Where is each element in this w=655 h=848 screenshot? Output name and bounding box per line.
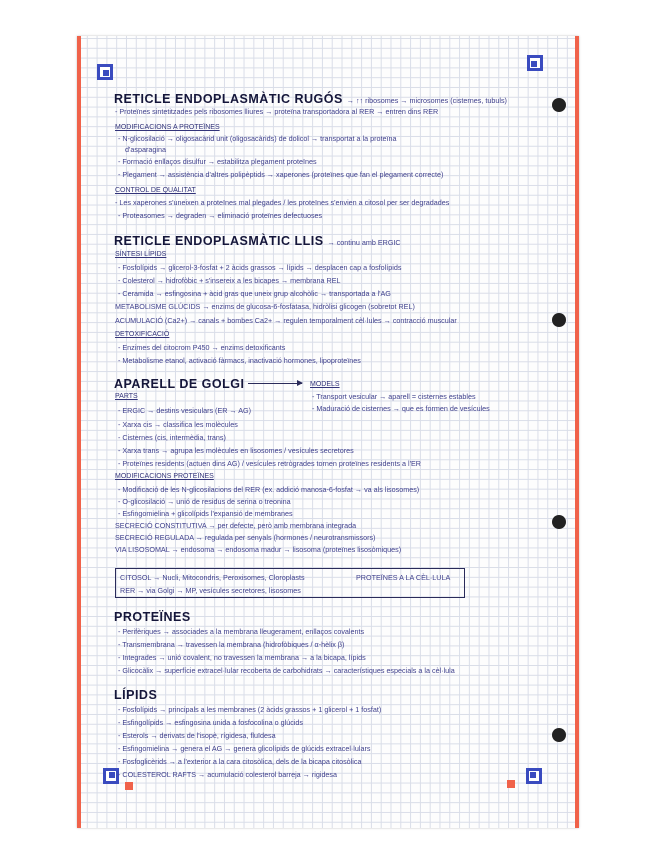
note-line: - O-glicosilació → unió de residus de serina o treonina bbox=[118, 497, 291, 506]
right-margin-line bbox=[575, 36, 579, 828]
note-line: - Esfingomielina + glicolípids l'expansió de membranes bbox=[118, 509, 293, 518]
punch-hole-icon bbox=[552, 313, 566, 327]
note-line: - Proteïnes sintetitzades pels ribosomes lliures → proteïna transportadora al RER → entren dins RER bbox=[115, 107, 439, 116]
box-line: CITOSOL → Nucli, Mitocondris, Peroxisomes, Cloroplasts bbox=[120, 573, 305, 582]
note-line: - Esfingomielina → genera el AG → genera glicolípids de glúcids extracel·lulars bbox=[118, 744, 371, 753]
subheading: MODIFICACIONS A PROTEÏNES bbox=[115, 124, 220, 131]
punch-hole-icon bbox=[552, 515, 566, 529]
note-line: - Colesterol → hidrofòbic + s'insereix a les bicapes → membrana REL bbox=[118, 276, 341, 285]
corner-mark-icon bbox=[103, 768, 119, 784]
note-line: - Modificació de les N-glicosilacions del RER (ex. addició manosa-6-fosfat → va als lisosomes) bbox=[118, 485, 420, 494]
note-line: - Les xaperones s'uneixen a proteïnes mal plegades / les proteïnes s'envien a citosol per ser degradades bbox=[115, 198, 450, 207]
note-line: - Cisternes (cis, intermèdia, trans) bbox=[118, 433, 226, 442]
note-line: - Integrades → unió covalent, no travessen la membrana → a la bicapa, lípids bbox=[118, 653, 366, 662]
note-line: SECRECIÓ REGULADA → regulada per senyals (hormones / neurotransmissors) bbox=[115, 533, 376, 542]
box-line: PROTEÏNES A LA CÈL·LULA bbox=[356, 573, 451, 582]
note-line: METABOLISME GLÚCIDS → enzims de glucosa-6-fosfatasa, hidròlisi glicogen (sobretot REL) bbox=[115, 302, 415, 311]
note-line: - Metabolisme etanol, activació fàrmacs, inactivació hormones, lipoproteïnes bbox=[118, 356, 361, 365]
note-line: - COLESTEROL RAFTS → acumulació colesterol barreja → rigidesa bbox=[118, 770, 338, 779]
note-line: - Plegament → assistència d'altres polipèptids → xaperones (proteïnes que fan el plegament correcte) bbox=[118, 170, 444, 179]
left-margin-line bbox=[77, 36, 81, 828]
note-line: SECRECIÓ CONSTITUTIVA → per defecte, però amb membrana integrada bbox=[115, 521, 357, 530]
note-line: - Xarxa trans → agrupa les molècules en lisosomes / vesícules secretores bbox=[118, 446, 354, 455]
subheading: MODIFICACIONS PROTEÏNES bbox=[115, 473, 214, 480]
note-line: - Perifèriques → associades a la membrana lleugerament, enllaços covalents bbox=[118, 627, 365, 636]
note-line: - Xarxa cis → classifica les molècules bbox=[118, 420, 238, 429]
note-line: - Transport vesicular → aparell = cisternes estables bbox=[312, 392, 476, 401]
note-line: - N-glicosilació → oligosacàrid unit (oligosacàrids) de dolicol → transportat a la proteïna bbox=[118, 134, 397, 143]
corner-mark-icon bbox=[527, 55, 543, 71]
section-title-golgi: APARELL DE GOLGI bbox=[114, 377, 245, 391]
note-line: - Esfingolípids → esfingosina unida a fosfocolina o glúcids bbox=[118, 718, 303, 727]
subheading: MODELS bbox=[310, 381, 340, 388]
punch-hole-icon bbox=[552, 728, 566, 742]
subheading: PARTS bbox=[115, 393, 138, 400]
note-line: - Maduració de cisternes → que es formen de vesícules bbox=[312, 404, 490, 413]
note-line: - Fosfolípids → glicerol-3-fosfat + 2 àcids grassos → lípids → desplacen cap a fosfolípids bbox=[118, 263, 402, 272]
section-title-proteines: PROTEÏNES bbox=[114, 610, 191, 624]
note-line: - Glicocàlix → superfície extracel·lular recoberta de carbohidrats → característiques especials a la cèl·lula bbox=[118, 666, 455, 675]
note-line: - Fosfoglicèrids → a l'exterior a la cara citosòlica, dels de la bicapa citosòlica bbox=[118, 757, 362, 766]
note-line: - ERGIC → destins vesiculars (ER → AG) bbox=[118, 406, 251, 415]
note-line: - Proteïnes residents (actuen dins AG) / vesícules retrògrades tornen proteïnes residents a l'ER bbox=[118, 459, 421, 468]
note-line: - Transmembrana → travessen la membrana (hidrofòbiques / α-hèlix β) bbox=[118, 640, 345, 649]
arrow-icon bbox=[248, 383, 302, 384]
subheading: CONTROL DE QUALITAT bbox=[115, 187, 196, 194]
box-line: RER → via Golgi → MP, vesícules secretores, lisosomes bbox=[120, 586, 301, 595]
margin-square-mark bbox=[125, 782, 133, 790]
corner-mark-icon bbox=[97, 64, 113, 80]
section-title-lipids: LÍPIDS bbox=[114, 688, 158, 702]
note-line: VIA LISOSOMAL → endosoma → endosoma madur → lisosoma (proteïnes lisosòmiques) bbox=[115, 545, 402, 554]
corner-mark-icon bbox=[526, 768, 542, 784]
section-title-rer: RETICLE ENDOPLASMÀTIC RUGÓS → ↑↑ ribosomes → microsomes (cisternes, tubuls) bbox=[114, 92, 507, 106]
punch-hole-icon bbox=[552, 98, 566, 112]
margin-square-mark bbox=[507, 780, 515, 788]
note-line: - Formació enllaços disulfur → estabilitza plegament proteïnes bbox=[118, 157, 317, 166]
subheading: SÍNTESI LÍPIDS bbox=[115, 251, 167, 258]
note-line: - Ceramida → esfingosina + àcid gras que uneix grup alcohòlic → transportada a l'AG bbox=[118, 289, 391, 298]
subheading: DETOXIFICACIÓ bbox=[115, 331, 170, 338]
note-line: - Esterols → derivats de l'isopè, rígidesa, fluïdesa bbox=[118, 731, 276, 740]
note-line: - Enzimes del citocrom P450 → enzims detoxificants bbox=[118, 343, 286, 352]
note-line: - Fosfolípids → principals a les membranes (2 àcids grassos + 1 glicerol + 1 fosfat) bbox=[118, 705, 382, 714]
note-line: d'asparagina bbox=[125, 145, 166, 154]
note-line: ACUMULACIÓ (Ca2+) → canals + bombes Ca2+ → regulen temporalment cèl·lules → contracció muscular bbox=[115, 316, 457, 325]
note-line: - Proteasomes → degraden → eliminació proteïnes defectuoses bbox=[118, 211, 323, 220]
section-title-rel: RETICLE ENDOPLASMÀTIC LLIS → continu amb ERGIC bbox=[114, 234, 401, 248]
